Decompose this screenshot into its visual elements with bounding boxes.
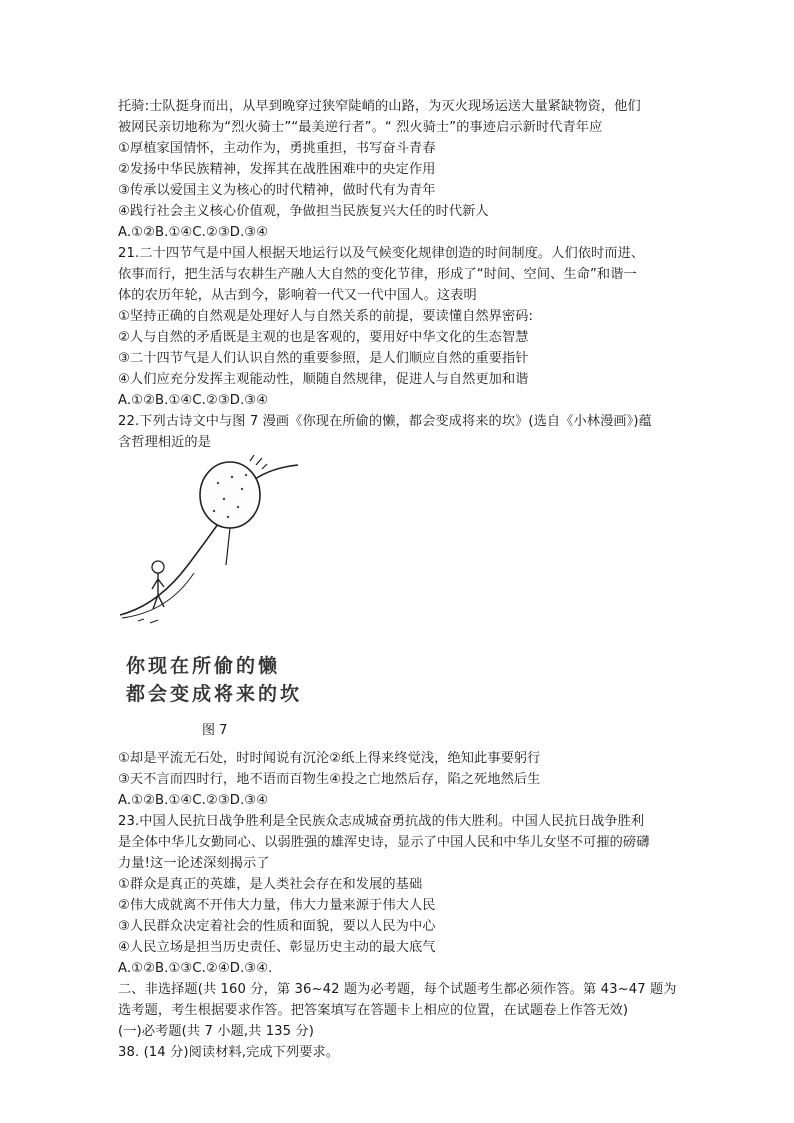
q23-stem-1: 23.中国人民抗日战争胜利是全民族众志成城奋勇抗战的伟大胜利。中国人民抗日战争胜利	[118, 814, 645, 829]
cartoon-figure	[118, 455, 318, 715]
intro-answers: A.①②B.①④C.②③D.③④	[118, 225, 269, 240]
q23-answers: A.①②B.①③C.②④D.③④.	[118, 961, 273, 976]
section2-line-3: (一)必考题(共 7 小题,共 135 分)	[118, 1024, 314, 1039]
q21-stem-2: 依事而行，把生活与农耕生产融人大自然的变化节律，形成了“时间、空间、生命”和谐一	[118, 267, 637, 282]
q21-stem-1: 21.二十四节气是中国人根据天地运行以及气候变化规律创造的时间制度。人们依时而进、	[118, 246, 645, 261]
cartoon-text-line-1: 你现在所偷的懒	[126, 655, 281, 677]
intro-line-2: 被网民亲切地称为“烈火骑士”“最美逆行者”。“ 烈火骑士”的事迹启示新时代青年应	[118, 120, 603, 135]
q22-stem-2: 含哲理相近的是	[118, 435, 212, 450]
intro-option-2: ②发扬中华民族精神，发挥其在战胜困难中的央定作用	[118, 162, 436, 177]
figure-caption: 图 7	[202, 723, 228, 738]
q21-option-3: ③二十四节气是人们认识自然的重要参照，是人们顺应自然的重要指针	[118, 351, 529, 366]
intro-option-1: ①厚植家国情怀，主动作为，勇挑重担，书写奋斗青春	[118, 141, 436, 156]
q21-answers: A.①②B.①④C.②③D.③④	[118, 393, 269, 408]
q21-option-1: ①坚持正确的自然观是处理好人与自然关系的前提，要读懂自然界密码:	[118, 309, 534, 324]
q21-stem-3: 体的农历年轮，从古到今，影响着一代又一代中国人。这表明	[118, 288, 477, 303]
q23-option-4: ④人民立场是担当历史责任、彰显历史主动的最大底气	[118, 940, 436, 955]
q23-option-1: ①群众是真正的英雄，是人类社会存在和发展的基础	[118, 877, 423, 892]
q22-stem-1: 22.下列古诗文中与图 7 漫画《你现在所偷的懒，都会变成将来的坎》(选自《小林漫画》)蕴	[118, 414, 652, 429]
intro-option-4: ④践行社会主义核心价值观，争做担当民族复兴大任的时代新人	[118, 204, 489, 219]
q23-stem-2: 是全体中华儿女勤同心、以弱胜强的雄浑史诗，显示了中国人民和中华儿女坚不可摧的磅礴	[118, 835, 650, 850]
q23-option-3: ③人民群众决定着社会的性质和面貌，要以人民为中心	[118, 919, 436, 934]
exam-page	[118, 96, 678, 1063]
intro-line-1: 托骑:士队挺身而出，从早到晚穿过狭窄陡峭的山路，为灭火现场运送大量紧缺物资，他们	[118, 99, 641, 114]
section2-line-2: 选考题，考生根据要求作答。把答案填写在答题卡上相应的位置，在试题卷上作答无效)	[118, 1003, 629, 1018]
q22-option-2: ③天不言而四时行，地不语而百物生④投之亡地然后存，陷之死地然后生	[118, 772, 541, 787]
q23-stem-3: 力量!这一论述深刻揭示了	[118, 856, 270, 871]
q22-option-1: ①却是平流无石处，时时闻说有沉沦②纸上得来终觉浅，绝知此事要躬行	[118, 751, 541, 766]
section2-line-4: 38. (14 分)阅读材料,完成下列要求。	[118, 1045, 340, 1060]
cartoon-drawing	[118, 455, 318, 645]
cartoon-text-line-2: 都会变成将来的坎	[126, 683, 303, 705]
q21-option-2: ②人与自然的矛盾既是主观的也是客观的，要用好中华文化的生态智慧	[118, 330, 529, 345]
section2-line-1: 二、非选择题(共 160 分，第 36~42 题为必考题，每个试题考生都必须作答。第 43~47 题为	[118, 982, 677, 997]
intro-option-3: ③传承以爱国主义为核心的时代精神，做时代有为青年	[118, 183, 436, 198]
q23-option-2: ②伟大成就离不开伟大力量，伟大力量来源于伟大人民	[118, 898, 436, 913]
q22-answers: A.①②B.①④C.②③D.③④	[118, 793, 269, 808]
q21-option-4: ④人们应充分发挥主观能动性，顺随自然规律，促进人与自然更加和谐	[118, 372, 529, 387]
